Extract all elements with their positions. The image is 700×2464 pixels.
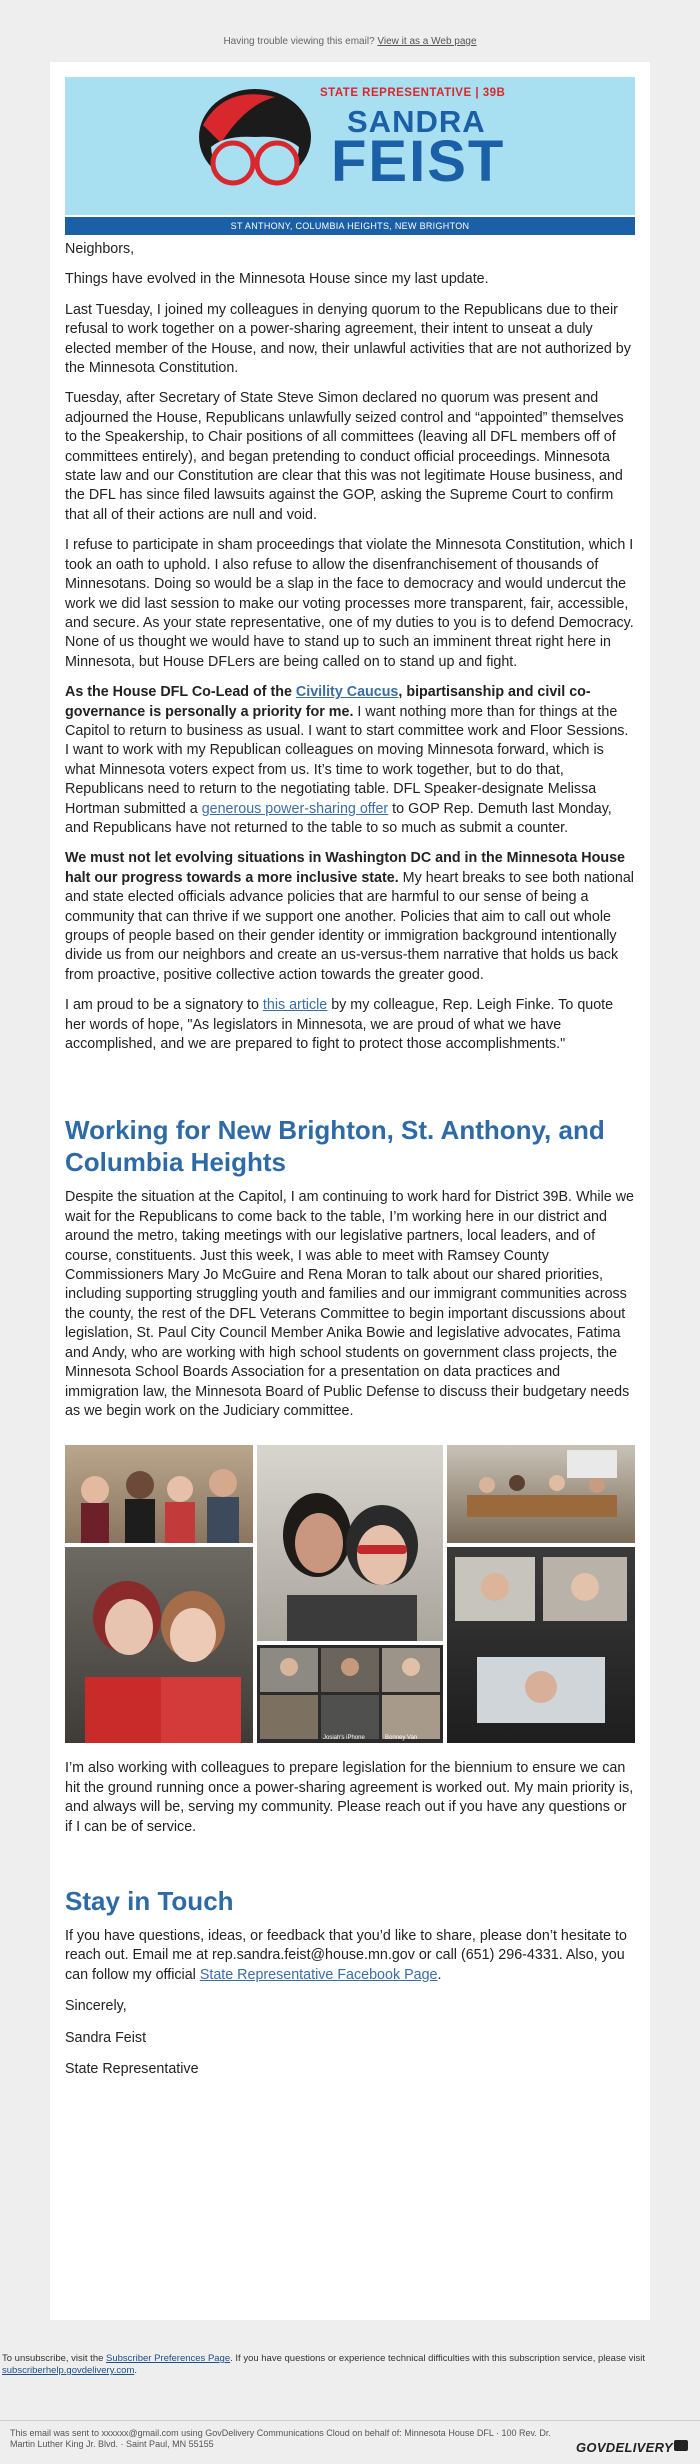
video-label-bonney: Bonney Van [385, 1735, 418, 1742]
power-sharing-offer-link[interactable]: generous power-sharing offer [201, 800, 389, 817]
civility-caucus-link[interactable]: Civility Caucus [295, 684, 399, 701]
photo-video-call-grid [257, 1645, 443, 1743]
signatory-text-a: I am proud to be a signatory to [65, 997, 263, 1014]
article-link[interactable]: this article [262, 997, 328, 1014]
govdelivery-logo [576, 2440, 688, 2455]
unsubscribe-footer [0, 2353, 700, 2377]
photo-conference-room [447, 1445, 635, 1543]
greeting: Neighbors, [65, 241, 135, 257]
signature-role: State Representative [65, 2060, 199, 2077]
email-content [65, 240, 635, 2091]
inclusive-bold: We must not let evolving situations in Washington DC and in the Minnesota House halt our progress towards a more inclusive state. [65, 850, 625, 886]
inclusive-text: My heart breaks to see both national and state elected officials advance policies that are harmful to our sense of being a community that can thrive if we support one another. Policies that aim to call out whole groups of people based on their gender identity or immigration background intentionally divide us from our neighbors and create an us-versus-them narrative that holds us back from proactive, positive collective action towards the greater good. [65, 869, 634, 983]
photo-selfie-duo [257, 1445, 443, 1641]
paragraph-intro: Things have evolved in the Minnesota House since my last update. [65, 271, 489, 288]
email-card [50, 62, 650, 2320]
signatory-text-b: by my colleague, Rep. Leigh Finke. To quote her words of hope, "As legislators in Minnesota, we are proud of what we have accomplished, and we are prepared to fight to protect those accomplishments." [65, 997, 614, 1053]
civility-bold-a: As the House DFL Co-Lead of the [65, 684, 296, 701]
civility-text-b: to GOP Rep. Demuth last Monday, and Republicans have not returned to the table to so much as submit a counter. [65, 800, 612, 836]
paragraph-district-work: Despite the situation at the Capitol, I am continuing to work hard for District 39B. While we wait for the Republicans to come back to the table, I’m working here in our district and around the metro, taking meetings with our legislative partners, local leaders, and of course, constituents. Just this week, I was able to meet with Ramsey County Commissioners Mary Jo McGuire and Rena Moran to talk about our shared priorities, including supporting struggling youth and families and our immigrant communities across the county, the rest of the DFL Veterans Committee to begin important discussions about legislation, St. Paul City Council Member Anika Bowie and legislative advocates, Fatima and Andy, who are working with high school students on government class projects, the Minnesota School Boards Association for a presentation on data practices and immigration law, the Minnesota Board of Public Defense to discuss their budgetary needs as we begin work on the Judiciary committee. [65, 1189, 634, 1419]
portrait-photo-icon [65, 1547, 253, 1743]
paragraph-contact [65, 1927, 635, 1985]
photo-group-meeting [65, 1445, 253, 1543]
group-photo-icon [65, 1445, 253, 1543]
paragraph-inclusive [65, 849, 635, 985]
video-label-josiah: Josiah's iPhone [323, 1735, 365, 1742]
header-banner [65, 77, 635, 235]
banner-district-strip: ST ANTHONY, COLUMBIA HEIGHTS, NEW BRIGHTON [65, 217, 635, 235]
conference-photo-icon [447, 1445, 635, 1543]
web-page-link[interactable]: View it as a Web page [377, 36, 477, 47]
civility-bold-b: , bipartisanship and civil co-governance is personally a priority for me. [65, 684, 591, 720]
photo-two-women [65, 1547, 253, 1743]
photo-collage [65, 1445, 635, 1745]
paragraph-signatory [65, 996, 635, 1054]
civility-text-a: I want nothing more than for things at the Capitol to return to business as usual. I want to start committee work and Floor Sessions. I want to work with my Republican colleagues on moving Minnesota forward, which is what Minnesota voters expect from us. It’s time to work together, but to do that, Republicans need to return to the negotiating table. DFL Speaker-designate Melissa Hortman submitted a [65, 703, 629, 817]
govdelivery-brand-text: GOVDELIVERY [576, 2440, 673, 2455]
section-heading-working: Working for New Brighton, St. Anthony, and Columbia Heights [65, 1115, 605, 1178]
subscriber-preferences-link[interactable]: Subscriber Preferences Page [106, 2353, 231, 2364]
subscriber-help-link[interactable]: subscriberhelp.govdelivery.com [2, 2365, 135, 2376]
footer-divider [0, 2420, 700, 2421]
laptop-screen-icon [447, 1547, 635, 1743]
speech-bubble-icon [674, 2440, 688, 2451]
contact-text-b: . [437, 1966, 442, 1983]
paragraph-tuesday: Tuesday, after Secretary of State Steve Simon declared no quorum was present and adjourned the House, Republicans unlawfully seized control and “appointed” themselves to the Speakership, to Chair positions of all committees (leaving all DFL members off of committees entirely), and began pretending to conduct official proceedings. Minnesota state law and our Constitution are clear that this was not legitimate House business, and the DFL has since filed lawsuits against the GOP, asking the Supreme Court to confirm that all of their actions are null and void. [65, 390, 624, 523]
closing-text: Sincerely, [65, 1998, 127, 2015]
paragraph-civility [65, 683, 635, 838]
contact-text-a: If you have questions, ideas, or feedback that you’d like to share, please don’t hesitate to reach out. Email me at rep.sandra.feist@house.mn.gov or call (651) 296-4331. Also, you can follow my official [65, 1927, 627, 1983]
sent-notice: This email was sent to xxxxxx@gmail.com using GovDelivery Communications Cloud on behalf of: Minnesota House DFL · 100 Rev. Dr. Martin Luther King Jr. Blvd. · Saint Paul, MN 55155 [10, 2428, 551, 2449]
signoff [65, 1927, 635, 2079]
signature-name: Sandra Feist [65, 2029, 147, 2046]
paragraph-quorum: Last Tuesday, I joined my colleagues in denying quorum to the Republicans due to their refusal to work together on a power-sharing agreement, their intent to unseat a duly elected member of the House, and now, their unlawful activities that are not authorized by the Minnesota Constitution. [65, 301, 631, 377]
unsubscribe-text-c: . [134, 2365, 137, 2376]
banner-first-name: SANDRA [347, 104, 486, 139]
paragraph-biennium: I’m also working with colleagues to prepare legislation for the biennium to ensure we can hit the ground running once a power-sharing agreement is worked out. My main priority is, and always will be, serving my community. Please reach out if you have any questions or if I can be of service. [65, 1760, 634, 1835]
banner-title: STATE REPRESENTATIVE | 39B [320, 87, 506, 99]
paragraph-refuse: I refuse to participate in sham proceedings that violate the Minnesota Constitution, which I took an oath to uphold. I also refuse to allow the disenfranchisement of thousands of Minnesotans. Doing so would be a slap in the face to democracy and would undercut the work we did last session to make our voting processes more transparent, fair, accessible, and secure. As your state representative, one of my duties to you is to defend Democracy. None of us thought we would have to stand up to such an imminent threat right here in Minnesota, but House DFLers are being called on to stand up and fight. [65, 537, 634, 670]
feist-logo-icon [185, 85, 325, 205]
banner-last-name: FEIST [331, 129, 506, 194]
section-heading-stay-in-touch: Stay in Touch [65, 1885, 234, 1916]
photo-zoom-meeting [447, 1547, 635, 1743]
facebook-page-link[interactable]: State Representative Facebook Page [199, 1966, 438, 1983]
unsubscribe-text-b: . If you have questions or experience technical difficulties with this subscription service, please visit [230, 2353, 645, 2364]
unsubscribe-text-a: To unsubscribe, visit the [2, 2353, 107, 2364]
selfie-photo-icon [257, 1445, 443, 1641]
view-online-notice [0, 0, 700, 50]
trouble-viewing-text: Having trouble viewing this email? [223, 36, 375, 47]
